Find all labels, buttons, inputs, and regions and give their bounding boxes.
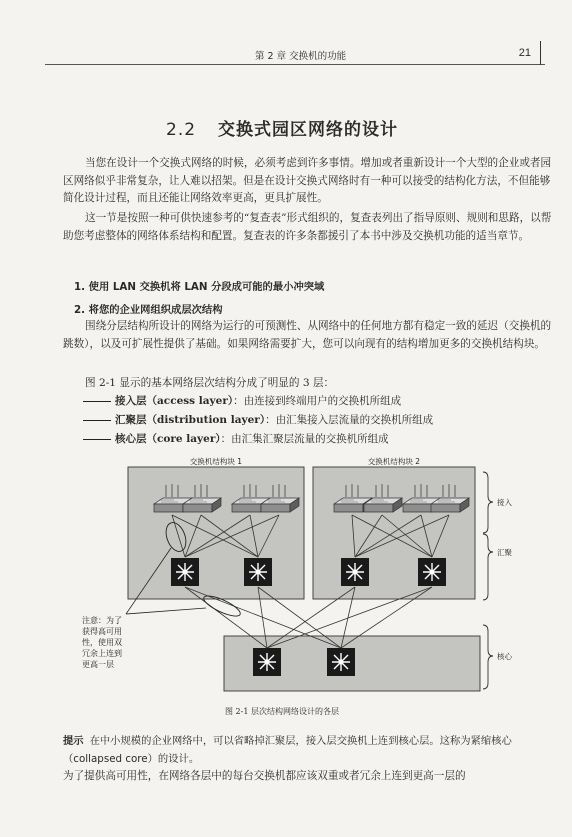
- distribution-switch: [244, 558, 272, 586]
- section-number: 2.2: [166, 120, 197, 140]
- layer-item-access: 接入层（access layer）：由连接到终端用户的交换机所组成: [83, 393, 401, 408]
- figure-caption: 图 2-1 层次结构网络设计的各层: [225, 707, 339, 716]
- access-switch: [261, 498, 299, 512]
- layer-label-distribution: 汇聚: [497, 548, 512, 557]
- distribution-switch: [171, 558, 199, 586]
- note-line: 更高一层: [82, 660, 114, 669]
- guideline-1: 1. 使用 LAN 交换机将 LAN 分段成可能的最小冲突域: [74, 281, 325, 293]
- paragraph-layers: 图 2-1 显示的基本网络层次结构分成了明显的 3 层：: [85, 377, 335, 389]
- tip-box: [63, 732, 555, 768]
- guideline-2: 2. 将您的企业网组织成层次结构: [74, 304, 223, 316]
- access-switch: [431, 498, 469, 512]
- access-switch: [364, 498, 402, 512]
- section-title: 交换式园区网络的设计: [218, 120, 399, 140]
- paragraph-hierarchy: 围绕分层结构所设计的网络为运行的可预测性、从网络中的任何地方都有稳定一致的延迟（交换机的跳数），以及可扩展性提供了基础。如果网络需要扩大，您可以向现有的结构增加更多的交换机结构块。: [63, 320, 552, 350]
- brace-access: [483, 472, 493, 533]
- note-line: 冗余上连到: [82, 649, 122, 658]
- layer-label-access: 接入: [497, 498, 512, 507]
- paragraph-intro: 当您在设计一个交换式网络的时候，必须考虑到许多事情。增加或者重新设计一个大型的企业或者园区网络似乎非常复杂，让人难以招架。但是在设计交换式网络时有一种可以接受的结构化方法，不但能够简化设计过程，而且还能让网络效率更高，更具扩展性。: [63, 157, 552, 204]
- note-line: 注意：为了: [82, 616, 122, 625]
- switch-block-1-frame: [128, 467, 304, 599]
- block-1-label: 交换机结构块 1: [189, 457, 243, 466]
- note-line: 获得高可用: [82, 627, 122, 636]
- paragraph-availability: 为了提供高可用性，在网络各层中的每台交换机都应该双重或者冗余上连到更高一层的: [63, 770, 466, 782]
- core-switch: [327, 648, 355, 676]
- brace-distribution: [483, 534, 493, 600]
- distribution-switch: [341, 558, 369, 586]
- tip-text: 在中小规模的企业网络中，可以省略掉汇聚层，接入层交换机上连到核心层。这称为紧缩核心（collapsed core）的设计。: [63, 735, 512, 765]
- tip-label: 提示: [63, 735, 84, 747]
- note-leader: [126, 608, 206, 614]
- core-switch: [253, 648, 281, 676]
- distribution-switch: [418, 558, 446, 586]
- brace-core: [483, 625, 493, 689]
- block-2-label: 交换机结构块 2: [367, 457, 421, 466]
- access-switch: [183, 498, 221, 512]
- layer-label-core: 核心: [497, 652, 512, 661]
- layer-item-distribution: 汇聚层（distribution layer）：由汇集接入层流量的交换机所组成: [83, 412, 433, 427]
- paragraph-checklist: 这一节是按照一种可供快速参考的“复查表”形式组织的，复查表列出了指导原则、规则和思路，以帮助您考虑整体的网络体系结构和配置。复查表的许多条都援引了本书中涉及交换机功能的适当章节。: [63, 212, 552, 242]
- layer-item-core: 核心层（core layer）：由汇集汇聚层流量的交换机所组成: [83, 431, 389, 446]
- page-number: 21: [518, 47, 531, 59]
- note-line: 性，使用双: [82, 638, 122, 647]
- chapter-title: 第 2 章 交换机的功能: [255, 51, 347, 62]
- switch-block-2-frame: [313, 467, 475, 599]
